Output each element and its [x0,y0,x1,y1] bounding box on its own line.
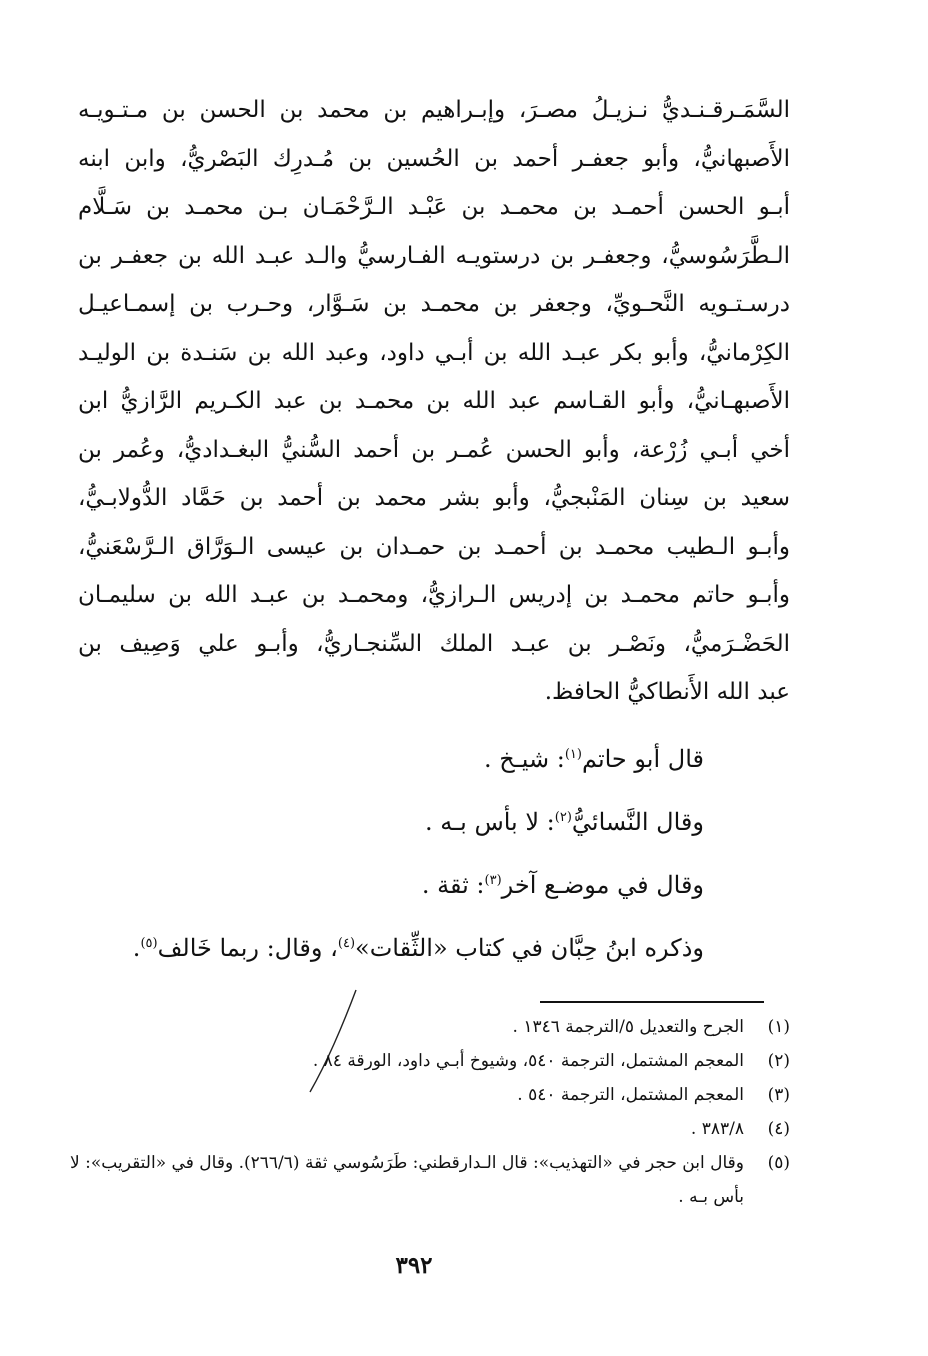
quote-text: قال أبو حاتم [581,745,704,773]
footnote [70,1010,790,1044]
footnote-number: (٥) [767,1153,790,1173]
quote-text: وذكره ابنُ حِبَّان في كتاب «الثِّقات» [355,934,704,962]
quote-text: . [132,934,141,962]
footnote-ref: (٢) [554,810,572,825]
footnote [70,1146,790,1214]
text-line: درسـتـويه النَّحـويِّ، وجعفر بن محمـد بن سَـوَّار، وحـرب بن إسمـاعيـل [78,291,790,317]
quote-line [78,854,704,917]
quote-line [78,791,704,854]
text-line: الكِرْمانيُّ، وأبو بكر عبـد الله بن أبـي داود، وعبد الله بن سَنـدة بن الوليـد [78,339,790,366]
footnote-ref: (٣) [484,873,502,888]
footnote-text: المعجم المشتمل، الترجمة ٥٤٠، وشيوخ أبـي داود، الورقة ٨٤ . [312,1051,744,1071]
text-line: وأبـو حاتم محمـد بن إدريس الـرازيُّ، ومحمـد بن عبـد الله بن سليمـان [78,582,790,608]
quote-text: : ثقة . [421,871,485,899]
footnote [70,1112,790,1146]
quote-text: وقال في موضـع آخر [501,871,704,899]
quote-text: : لا بأس بـه . [424,808,555,836]
footnote [70,1044,790,1078]
quoted-statements [78,728,704,980]
footnote-ref: (٥) [140,936,158,951]
quote-text: ، وقال: ربما خَالف [157,934,338,962]
text-line: الحَضْـرَميُّ، ونَصْـر بن عبـد الملك السِّنجـاريُّ، وأبـو علي وَصِيف بن [78,630,790,657]
footnote-text: المعجم المشتمل، الترجمة ٥٤٠ . [517,1085,744,1105]
footnote-text: الجرح والتعديل ٥/الترجمة ١٣٤٦ . [512,1017,744,1037]
text-line: سعيد بن سِنان المَنْبجيُّ، وأبو بشر محمد بن أحمد بن حَمَّاد الدُّولابـيُّ، [78,485,790,511]
footnote-separator [540,1001,764,1003]
footnote-text: ٣٨٣/٨ . [690,1119,744,1139]
text-line: عبد الله الأَنطاكيُّ الحافظ. [544,679,790,705]
footnote [70,1078,790,1112]
page-number: ٣٩٢ [395,1252,433,1279]
footnote-number: (٤) [767,1119,790,1139]
quote-line [78,728,704,791]
footnote-ref: (٤) [337,936,356,951]
text-line: الـطَّرَسُوسيُّ، وجعفـر بن درستويـه الفـارسيُّ والـد عبـد الله بن جعفـر بن [78,242,790,269]
footnotes [70,1010,790,1214]
text-line: أبـو الحسن أحمـد بن محمـد بن عَبْـد الـرَّحْمَـان بـن محمـد بن سَـلَّام [78,194,790,220]
text-line: الأَصبهـانيُّ، وأبو القـاسم عبد الله بن محمـد بن عبد الكـريم الرَّازيُّ ابن [78,388,790,414]
text-line: الأَصبهانيُّ، وأبو جعفـر أحمد بن الحُسين بن مُـدرِك البَصْريُّ، وابن ابنه [78,145,790,172]
quote-line [78,917,704,980]
text-line: السَّمَـرقـنـديُّ نـزيـلُ مصـرَ، وإبـراهيم بن محمد بن الحسن بن مـتـويـه [78,97,790,123]
quote-text: وقال النَّسائيُّ [571,808,704,836]
footnote-ref: (١) [564,747,582,762]
footnote-number: (١) [767,1017,790,1037]
footnote-number: (٣) [767,1085,790,1105]
text-line: أخي أبـي زُرْعة، وأبو الحسن عُمـر بن أحمد السُّنيُّ البغـداديُّ، وعُمر بن [78,436,790,463]
footnote-number: (٢) [767,1051,790,1071]
quote-text: : شيـخ . [483,745,565,773]
main-text [78,86,790,717]
footnote-text: وقال ابن حجر في «التهذيب»: قال الـدارقطني: طَرَسُوسي ثقة (٢٦٦/٦). وقال في «التقريب»: لا بأس بـه . [70,1153,744,1207]
text-line: وأبـو الـطيب محمـد بن أحمـد بن حمـدان بن عيسى الـوَرَّاق الـرَّسْعَنيُّ، [78,533,790,560]
